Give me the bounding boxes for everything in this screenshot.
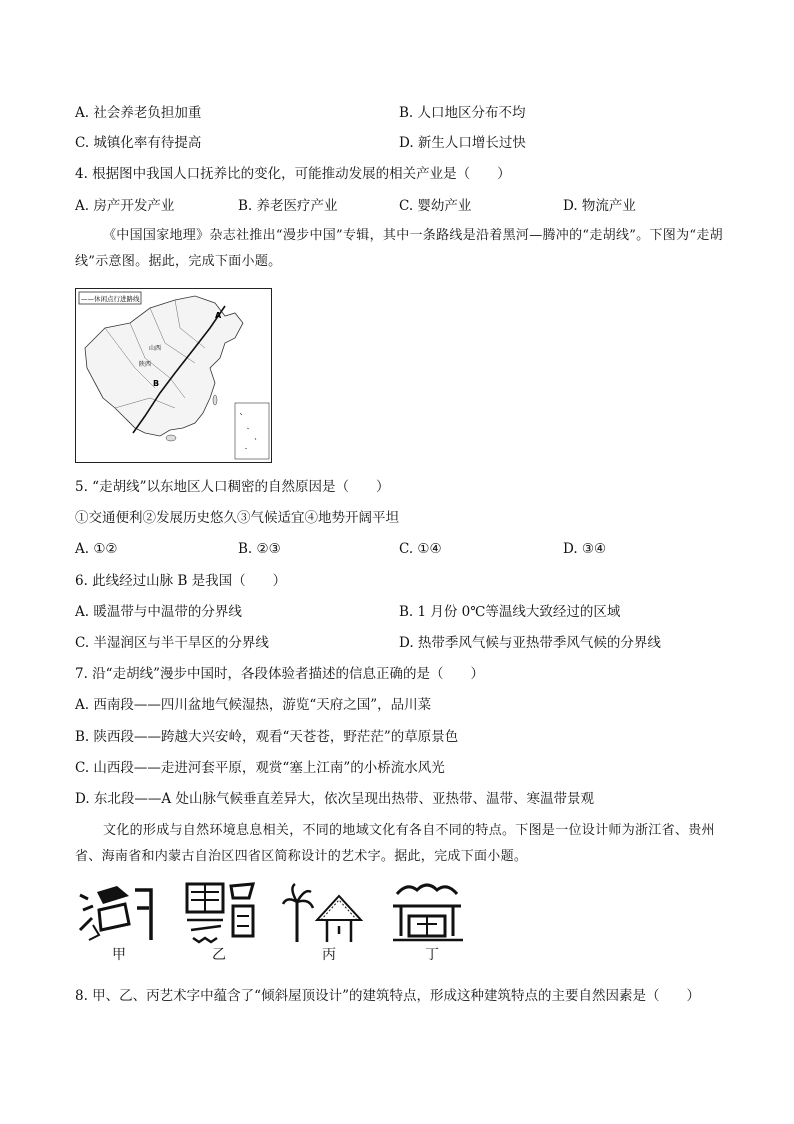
- art-label-yi: 乙: [212, 947, 226, 963]
- zouhu-line-map: [75, 288, 272, 463]
- art-label-ding: 丁: [425, 947, 439, 963]
- art-character-qiong-icon: [283, 884, 361, 942]
- q7-stem: 7. 沿“走胡线”漫步中国时，各段体验者描述的信息正确的是（ ）: [75, 666, 484, 682]
- q5-option-d: D. ③④: [563, 541, 607, 557]
- passage-art-characters: 文化的形成与自然环境息息相关，不同的地域文化有各自不同的特点。下图是一位设计师为浙江省、贵州省、海南省和内蒙古自治区四省区简称设计的艺术字。据此，完成下面小题。: [75, 823, 715, 864]
- q6-option-d: D. 热带季风气候与亚热带季风气候的分界线: [399, 635, 661, 651]
- q4-option-b: B. 养老医疗产业: [238, 198, 338, 214]
- q5-stem: 5. “走胡线”以东地区人口稠密的自然原因是（ ）: [75, 479, 390, 495]
- q4-stem: 4. 根据图中我国人口抚养比的变化，可能推动发展的相关产业是（ ）: [75, 166, 511, 182]
- passage-zouhu-line: 《中国国家地理》杂志社推出“漫步中国”专辑，其中一条路线是沿着黑河—腾冲的“走胡线”。下图为“走胡线”示意图。据此，完成下面小题。: [75, 228, 723, 269]
- map-label-a: A: [215, 311, 222, 320]
- q5-choices: ①交通便利②发展历史悠久③气候适宜④地势开阔平坦: [75, 510, 399, 526]
- art-label-jia: 甲: [112, 947, 126, 963]
- map-label-shanxi: 山西: [149, 345, 162, 352]
- art-label-bing: 丙: [322, 947, 336, 963]
- art-character-meng-icon: [393, 885, 463, 940]
- map-legend: ——休闲点行进路线: [81, 295, 140, 303]
- art-character-zhe-icon: [80, 886, 151, 940]
- q8-stem: 8. 甲、乙、丙艺术字中蕴含了“倾斜屋顶设计”的建筑特点，形成这种建筑特点的主要自然因素是（ ）: [75, 988, 700, 1004]
- q5-option-b: B. ②③: [238, 541, 281, 557]
- q3-option-a: A. 社会养老负担加重: [75, 105, 202, 121]
- q4-option-c: C. 婴幼产业: [399, 198, 472, 214]
- q3-option-d: D. 新生人口增长过快: [399, 135, 526, 151]
- map-label-shaanxi: 陕西: [139, 361, 152, 368]
- q6-option-c: C. 半湿润区与半干旱区的分界线: [75, 635, 269, 651]
- q7-option-a: A. 西南段——四川盆地气候湿热，游览“天府之国”，品川菜: [75, 697, 432, 713]
- q5-option-c: C. ①④: [399, 541, 442, 557]
- q4-option-a: A. 房产开发产业: [75, 198, 175, 214]
- q7-option-c: C. 山西段——走进河套平原，观赏“塞上江南”的小桥流水风光: [75, 760, 445, 776]
- map-label-b: B: [153, 379, 160, 388]
- q5-option-a: A. ①②: [75, 541, 118, 557]
- q6-stem: 6. 此线经过山脉 B 是我国（ ）: [75, 573, 287, 589]
- q6-option-b: B. 1 月份 0℃等温线大致经过的区域: [399, 604, 621, 620]
- q3-option-c: C. 城镇化率有待提高: [75, 135, 202, 151]
- q7-option-d: D. 东北段——A 处山脉气候垂直差异大，依次呈现出热带、亚热带、温带、寒温带景观: [75, 791, 594, 807]
- art-character-qian-icon: [187, 884, 253, 942]
- q7-option-b: B. 陕西段——跨越大兴安岭，观看“天苍苍，野茫茫”的草原景色: [75, 729, 459, 745]
- q4-option-d: D. 物流产业: [563, 198, 636, 214]
- q3-option-b: B. 人口地区分布不均: [399, 105, 526, 121]
- q6-option-a: A. 暖温带与中温带的分界线: [75, 604, 242, 620]
